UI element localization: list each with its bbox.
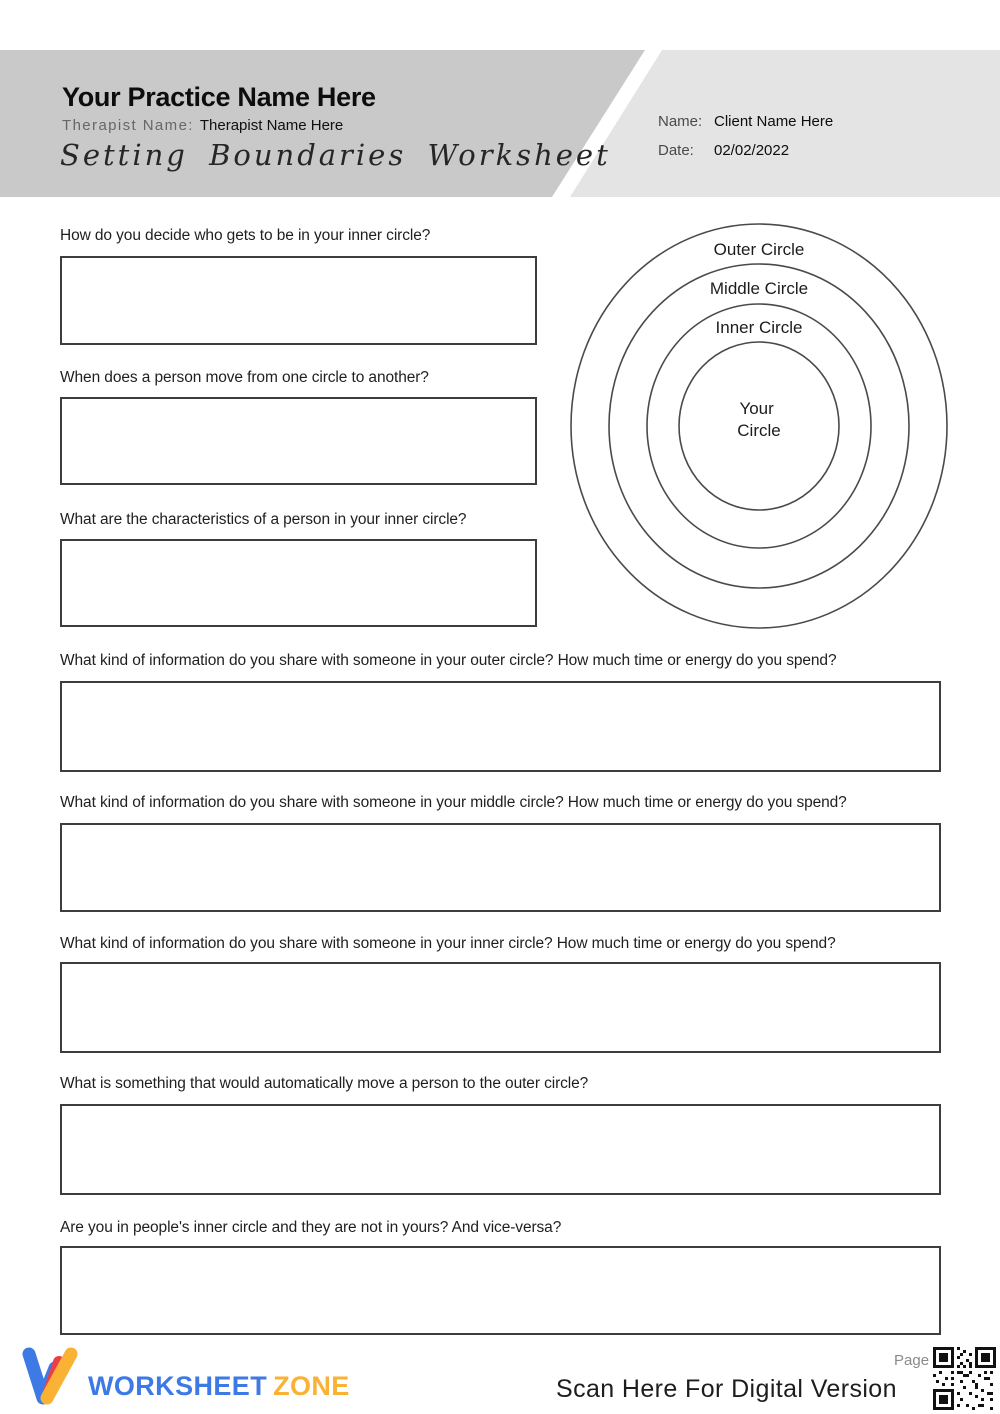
middle-circle-label: Middle Circle [709,279,809,298]
qr-code [929,1343,1000,1414]
inner-circle-label: Inner Circle [715,318,803,337]
brand-zone: ZONE [273,1371,350,1401]
worksheet-title: Setting Boundaries Worksheet [60,138,611,172]
question-7-label: What is something that would automatically move a person to the outer circle? [60,1075,589,1092]
outer-circle-label: Outer Circle [713,240,805,259]
client-name-row [658,113,833,130]
question-1-label: How do you decide who gets to be in your inner circle? [60,227,431,244]
your-circle-label: Your Circle [737,399,781,440]
client-date-row [658,142,789,159]
practice-name: Your Practice Name Here [62,82,376,112]
worksheetzone-logo-text [88,1371,350,1402]
answer-box-4[interactable] [60,681,941,772]
therapist-label: Therapist Name: [62,117,194,134]
qr-code-pattern [933,1347,996,1410]
client-date-value: 02/02/2022 [714,142,790,159]
page-number-label: Page [894,1352,930,1369]
answer-box-6[interactable] [60,962,941,1053]
answer-box-3[interactable] [60,539,537,627]
question-3-label: What are the characteristics of a person in your inner circle? [60,511,467,528]
question-6-label: What kind of information do you share with someone in your inner circle? How much time or energy do you spend? [60,935,836,952]
worksheetzone-logo-icon [22,1342,82,1412]
therapist-line [62,117,343,134]
therapist-value: Therapist Name Here [199,117,344,134]
client-name-value: Client Name Here [714,113,834,130]
answer-box-7[interactable] [60,1104,941,1195]
client-date-label: Date: [658,142,694,159]
question-5-label: What kind of information do you share with someone in your middle circle? How much time or energy do you spend? [60,794,847,811]
answer-box-5[interactable] [60,823,941,912]
client-name-label: Name: [658,113,703,130]
brand-worksheet: WORKSHEET [88,1371,268,1401]
question-8-label: Are you in people's inner circle and they are not in yours? And vice-versa? [60,1219,562,1236]
scan-here-text: Scan Here For Digital Version [556,1375,897,1403]
answer-box-2[interactable] [60,397,537,485]
question-4-label: What kind of information do you share with someone in your outer circle? How much time or energy do you spend? [60,652,837,669]
answer-box-1[interactable] [60,256,537,345]
question-2-label: When does a person move from one circle to another? [60,369,429,386]
answer-box-8[interactable] [60,1246,941,1335]
circles-diagram [563,216,955,636]
